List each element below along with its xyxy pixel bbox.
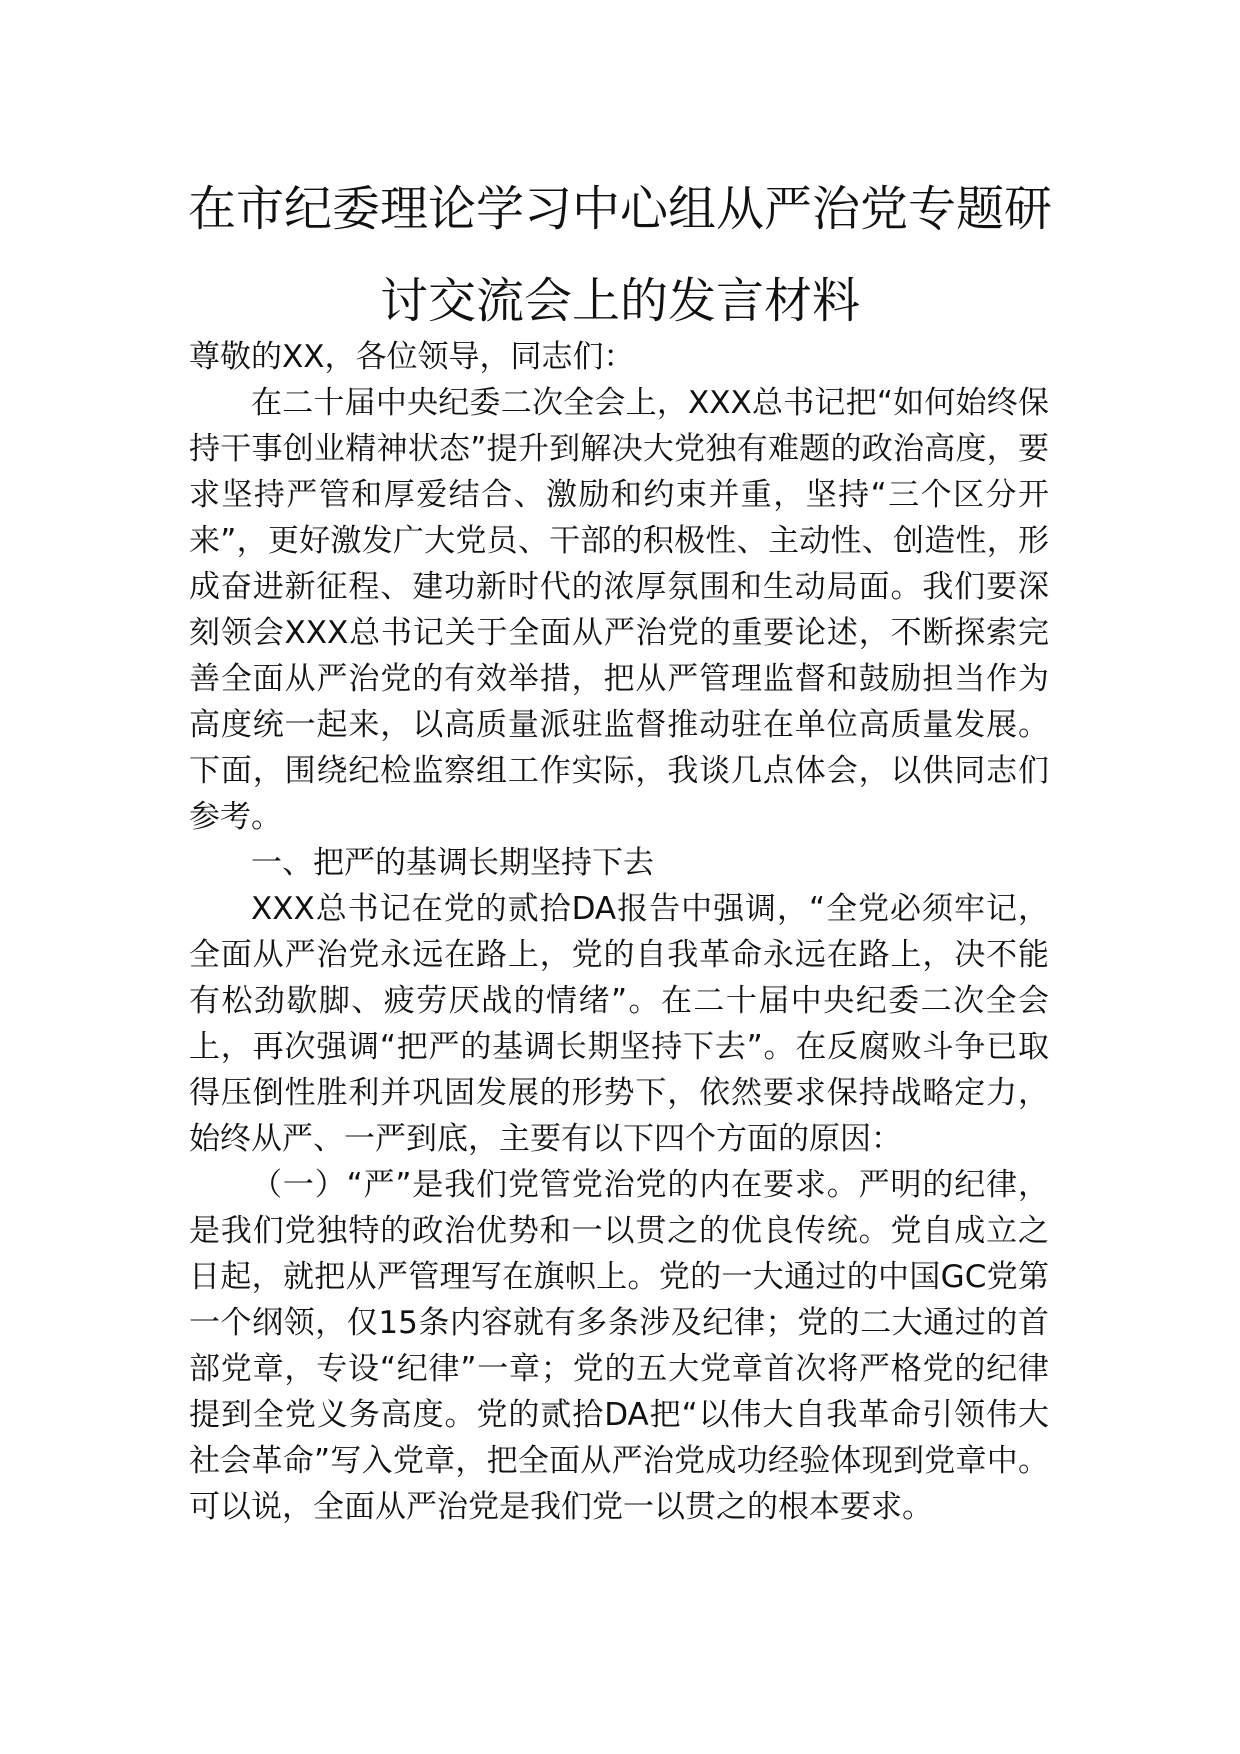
paragraph-point-1: （一）“严”是我们党管党治党的内在要求。严明的纪律，是我们党独特的政治优势和一以贯之的优良传统。党自成立之日起，就把从严管理写在旗帜上。党的一大通过的中国GC党第一个纲领，仅15条内容就有多条涉及纪律；党的二大通过的首部党章，专设“纪律”一章；党的五大党章首次将严格党的纪律提到全党义务高度。党的贰拾DA把“以伟大自我革命引领伟大社会革命”写入党章，把全面从严治党成功经验体现到党章中。可以说，全面从严治党是我们党一以贯之的根本要求。 [189, 1167, 1049, 1525]
document-title-line-2: 讨交流会上的发言材料 [379, 273, 860, 329]
paragraph-intro: 在二十届中央纪委二次全会上，XXX总书记把“如何始终保持干事创业精神状态”提升到解决大党独有难题的政治高度，要求坚持严管和厚爱结合、激励和约束并重，坚持“三个区分开来”，更好激发广大党员、干部的积极性、主动性、创造性，形成奋进新征程、建功新时代的浓厚氛围和生动局面。我们要深刻领会XXX总书记关于全面从严治党的重要论述，不断探索完善全面从严治党的有效举措，把从严管理监督和鼓励担当作为高度统一起来，以高质量派驻监督推动驻在单位高质量发展。下面，围绕纪检监察组工作实际，我谈几点体会，以供同志们参考。 [189, 385, 1049, 835]
document-title-line-1: 在市纪委理论学习中心组从严治党专题研 [187, 181, 1052, 237]
paragraph-section-1: XXX总书记在党的贰拾DA报告中强调，“全党必须牢记，全面从严治党永远在路上，党的自我革命永远在路上，决不能有松劲歇脚、疲劳厌战的情绪”。在二十届中央纪委二次全会上，再次强调“把严的基调长期坚持下去”。在反腐败斗争已取得压倒性胜利并巩固发展的形势下，依然要求保持战略定力，始终从严、一严到底，主要有以下四个方面的原因： [189, 891, 1049, 1157]
document-body [189, 334, 1049, 1530]
salutation: 尊敬的XX，各位领导，同志们： [189, 339, 635, 375]
section-heading-1: 一、把严的基调长期坚持下去 [251, 845, 654, 881]
